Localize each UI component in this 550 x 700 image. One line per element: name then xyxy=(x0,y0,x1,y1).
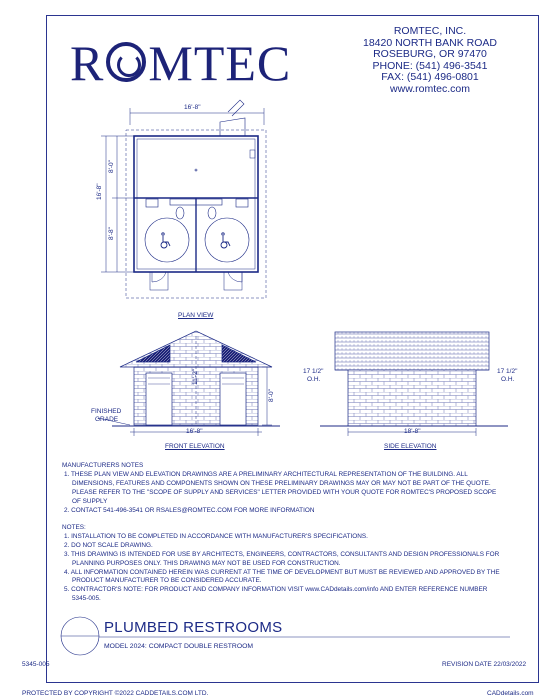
note-item: 2. DO NOT SCALE DRAWING. xyxy=(64,541,153,549)
front-wall-dim: 8'-0" xyxy=(268,389,275,402)
plan-lower-dim: 8'-8" xyxy=(108,227,115,240)
romtec-logo: R MTEC xyxy=(70,35,292,91)
grade-label-1: FINISHED xyxy=(91,408,122,415)
plan-width-dim: 16'-8" xyxy=(184,104,201,111)
note-item: 3. THIS DRAWING IS INTENDED FOR USE BY ARCHITECTS, ENGINEERS, CONTRACTORS, CONSULTANTS AND DESIGN PROFESSIONALS FOR PLANNING PURPOSES ONLY. THIS DRAWING MAY NOT BE USED FOR CONSTRUCTION. xyxy=(64,550,500,567)
company-street: 18420 NORTH BANK ROAD xyxy=(362,36,498,49)
side-overhang-left-1: 17 1/2" xyxy=(303,368,324,375)
notes-heading: NOTES: xyxy=(62,524,86,531)
note-item: 1. INSTALLATION TO BE COMPLETED IN ACCORDANCE WITH MANUFACTURER'S SPECIFICATIONS. xyxy=(64,532,368,540)
manufacturer-note-item: 2. CONTACT 541-496-3541 OR RSALES@ROMTEC.COM FOR MORE INFORMATION xyxy=(64,506,315,514)
revision-date: REVISION DATE 22/03/2022 xyxy=(442,661,527,668)
manufacturer-note-item: 1. THESE PLAN VIEW AND ELEVATION DRAWINGS ARE A PRELIMINARY ARCHITECTURAL REPRESENTATION OF THE BUILDING. ALL DIMENSIONS, FEATURES AND COMPONENTS SHOWN ON THESE PRELIMINARY DRAWINGS MAY OR MAY NOT BE PART OF THE QUOTE. PLEASE REFER TO THE "SCOPE OF SUPPLY AND SERVICES" LETTER PROVIDED WITH YOUR QUOTE FOR ROMTEC'S PROPOSED SCOPE OF SUPPLY xyxy=(64,470,497,505)
front-width-dim: 16'-8" xyxy=(186,428,203,435)
plan-view-title: PLAN VIEW xyxy=(178,312,214,319)
company-name: ROMTEC, INC. xyxy=(393,25,467,37)
side-overhang-right-1: 17 1/2" xyxy=(497,368,518,375)
general-notes xyxy=(62,524,502,604)
plan-upper-dim: 8'-0" xyxy=(108,160,115,173)
side-elevation-title: SIDE ELEVATION xyxy=(384,443,437,450)
side-overhang-left-2: O.H. xyxy=(307,376,321,383)
accessible-icon xyxy=(221,233,230,248)
accessible-icon xyxy=(161,233,170,248)
caddetails-link[interactable]: CADdetails.com xyxy=(487,690,534,697)
grade-label-2: GRADE xyxy=(95,416,119,423)
side-overhang-right-2: O.H. xyxy=(501,376,515,383)
drawing-title: PLUMBED RESTROOMS xyxy=(104,619,283,636)
note-item: 5. CONTRACTOR'S NOTE: FOR PRODUCT AND COMPANY INFORMATION VISIT www.CADdetails.com/info AND ENTER REFERENCE NUMBER 5345-005. xyxy=(64,586,488,603)
reference-number: 5345-005 xyxy=(22,661,50,668)
front-elevation xyxy=(98,331,280,436)
company-website[interactable]: www.romtec.com xyxy=(390,82,470,95)
company-city: ROSEBURG, OR 97470 xyxy=(373,48,487,60)
company-fax: FAX: (541) 496-0801 xyxy=(381,71,479,83)
drawing-subtitle: MODEL 2024: COMPACT DOUBLE RESTROOM xyxy=(104,643,254,650)
note-item: 4. ALL INFORMATION CONTAINED HEREIN WAS CURRENT AT THE TIME OF DEVELOPMENT BUT MUST BE REVIEWED AND APPROVED BY THE PRODUCT MANUFACTURER TO BE CONSIDERED ACCURATE. xyxy=(64,568,500,585)
manufacturer-notes-heading: MANUFACTURERS NOTES xyxy=(62,462,144,469)
company-phone: PHONE: (541) 496-3541 xyxy=(372,59,488,72)
side-elevation xyxy=(320,332,508,436)
side-width-dim: 18'-8" xyxy=(404,428,421,435)
plan-view xyxy=(101,100,266,298)
manufacturer-notes xyxy=(62,462,502,515)
copyright-notice: PROTECTED BY COPYRIGHT ©2022 CADDETAILS.COM LTD. xyxy=(22,690,209,697)
plan-height-dim: 16'-8" xyxy=(96,183,103,200)
front-elevation-title: FRONT ELEVATION xyxy=(165,443,225,450)
front-height-dim: 11'-2" xyxy=(192,368,199,385)
